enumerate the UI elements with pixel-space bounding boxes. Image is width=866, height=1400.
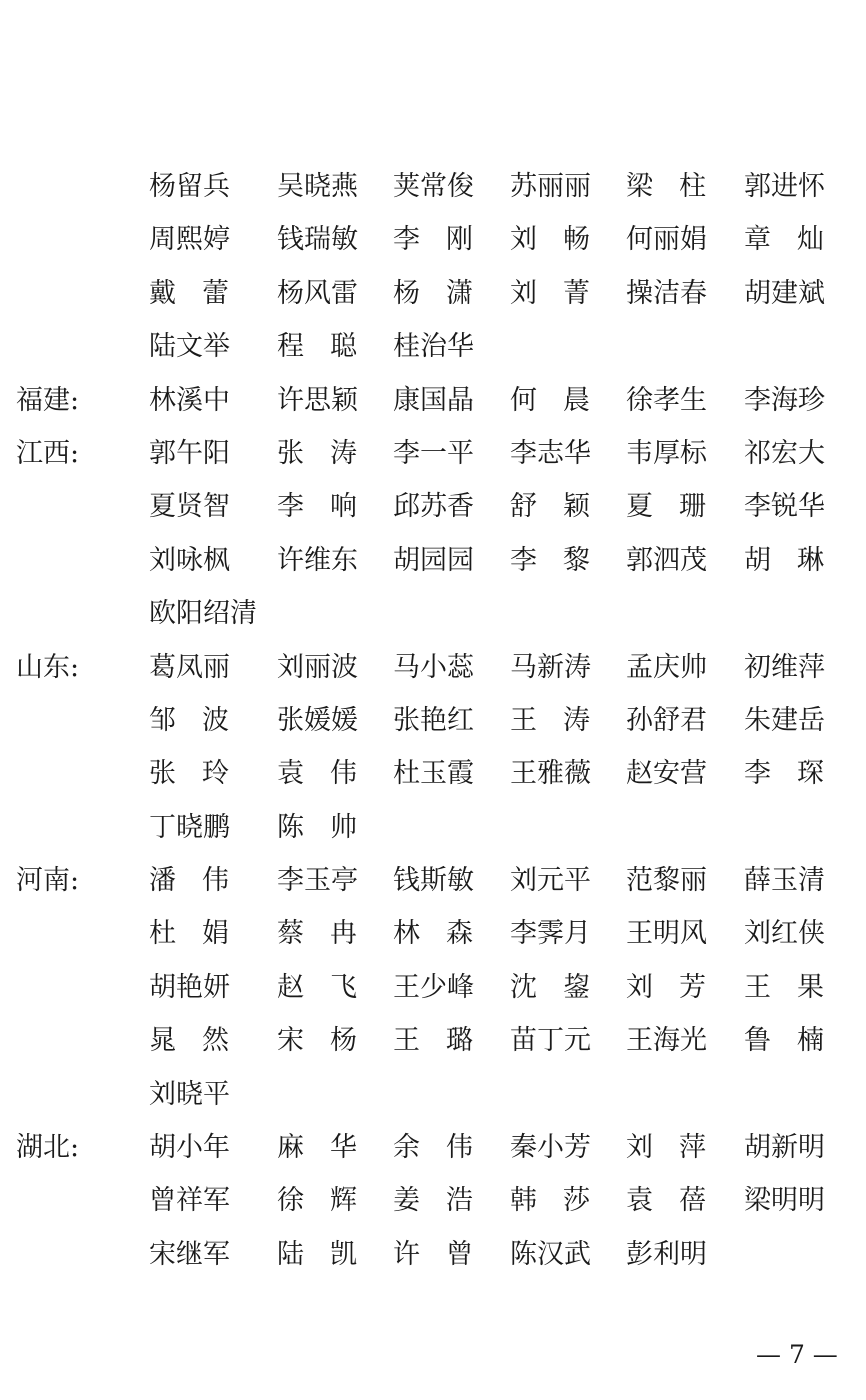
person-name: 徐 辉: [277, 1185, 357, 1217]
name-row: [0, 534, 866, 587]
person-name: 夏 珊: [626, 491, 706, 523]
person-name: 欧阳绍清: [149, 598, 257, 630]
person-name: 周熙婷: [149, 224, 230, 256]
person-name: 刘 萍: [626, 1132, 706, 1164]
name-row: [0, 480, 866, 533]
person-name: 杨留兵: [149, 171, 230, 202]
person-name: 刘 菁: [510, 277, 590, 309]
person-name: 程 聪: [277, 331, 357, 363]
person-name: 丁晓鹏: [149, 811, 230, 843]
person-name: 孙舒君: [626, 704, 707, 736]
person-name: 李 响: [277, 491, 357, 523]
name-row: [0, 801, 866, 854]
name-row: [0, 854, 866, 907]
person-name: 钱斯敏: [393, 865, 474, 897]
province-label: 江西:: [16, 437, 80, 469]
person-name: 荚常俊: [393, 171, 474, 202]
person-name: 晁 然: [149, 1025, 229, 1057]
person-name: 刘元平: [510, 865, 591, 897]
person-name: 王 璐: [393, 1025, 473, 1057]
province-label: 山东:: [16, 651, 80, 683]
person-name: 马新涛: [510, 651, 591, 683]
name-row: [0, 1014, 866, 1067]
person-name: 梁 柱: [626, 171, 706, 202]
name-row: [0, 374, 866, 427]
person-name: 薛玉清: [744, 865, 825, 897]
province-label: 河南:: [16, 865, 80, 897]
person-name: 彭利明: [626, 1238, 707, 1270]
name-row: [0, 160, 866, 213]
person-name: 张 涛: [277, 437, 357, 469]
name-row: [0, 641, 866, 694]
person-name: 郭泗茂: [626, 544, 707, 576]
person-name: 苏丽丽: [510, 171, 591, 202]
person-name: 沈 鋆: [510, 971, 590, 1003]
person-name: 陆文举: [149, 331, 230, 363]
person-name: 李志华: [510, 437, 591, 469]
person-name: 桂治华: [393, 331, 474, 363]
name-row: [0, 1121, 866, 1174]
person-name: 朱建岳: [744, 704, 825, 736]
person-name: 宋 杨: [277, 1025, 357, 1057]
person-name: 姜 浩: [393, 1185, 473, 1217]
person-name: 秦小芳: [510, 1132, 591, 1164]
name-row: [0, 320, 866, 373]
person-name: 马小蕊: [393, 651, 474, 683]
person-name: 邱苏香: [393, 491, 474, 523]
person-name: 李海珍: [744, 384, 825, 416]
name-row: [0, 427, 866, 480]
person-name: 李 刚: [393, 224, 473, 256]
person-name: 吴晓燕: [277, 171, 358, 202]
person-name: 韦厚标: [626, 437, 707, 469]
name-row: [0, 961, 866, 1014]
person-name: 操洁春: [626, 277, 707, 309]
person-name: 刘红侠: [744, 918, 825, 950]
person-name: 李锐华: [744, 491, 825, 523]
person-name: 赵安营: [626, 758, 707, 790]
person-name: 胡建斌: [744, 277, 825, 309]
person-name: 蔡 冉: [277, 918, 357, 950]
person-name: 杜玉霞: [393, 758, 474, 790]
person-name: 苗丁元: [510, 1025, 591, 1057]
person-name: 李一平: [393, 437, 474, 469]
person-name: 刘 畅: [510, 224, 590, 256]
name-row: [0, 587, 866, 640]
person-name: 郭午阳: [149, 437, 230, 469]
person-name: 王明风: [626, 918, 707, 950]
person-name: 夏贤智: [149, 491, 230, 523]
person-name: 胡新明: [744, 1132, 825, 1164]
person-name: 胡园园: [393, 544, 474, 576]
person-name: 初维萍: [744, 651, 825, 683]
person-name: 孟庆帅: [626, 651, 707, 683]
person-name: 袁 蓓: [626, 1185, 706, 1217]
person-name: 鲁 楠: [744, 1025, 824, 1057]
person-name: 潘 伟: [149, 865, 229, 897]
person-name: 赵 飞: [277, 971, 357, 1003]
person-name: 胡艳妍: [149, 971, 230, 1003]
person-name: 李 黎: [510, 544, 590, 576]
person-name: 邹 波: [149, 704, 229, 736]
person-name: 王海光: [626, 1025, 707, 1057]
person-name: 刘 芳: [626, 971, 706, 1003]
person-name: 余 伟: [393, 1132, 473, 1164]
person-name: 王雅薇: [510, 758, 591, 790]
person-name: 许 曾: [393, 1238, 473, 1270]
person-name: 刘咏枫: [149, 544, 230, 576]
person-name: 李玉亭: [277, 865, 358, 897]
person-name: 杨 潇: [393, 277, 473, 309]
name-row: [0, 747, 866, 800]
person-name: 杨风雷: [277, 277, 358, 309]
name-row: [0, 1174, 866, 1227]
person-name: 张 玲: [149, 758, 229, 790]
person-name: 胡 琳: [744, 544, 824, 576]
person-name: 钱瑞敏: [277, 224, 358, 256]
person-name: 舒 颖: [510, 491, 590, 523]
person-name: 宋继军: [149, 1238, 230, 1270]
person-name: 王 果: [744, 971, 824, 1003]
person-name: 戴 蕾: [149, 277, 229, 309]
person-name: 李霁月: [510, 918, 591, 950]
person-name: 刘丽波: [277, 651, 358, 683]
person-name: 林 森: [393, 918, 473, 950]
name-row: [0, 1228, 866, 1281]
person-name: 张艳红: [393, 704, 474, 736]
person-name: 麻 华: [277, 1132, 357, 1164]
person-name: 康国晶: [393, 384, 474, 416]
person-name: 徐孝生: [626, 384, 707, 416]
person-name: 刘晓平: [149, 1078, 230, 1110]
person-name: 郭进怀: [744, 171, 825, 202]
person-name: 胡小年: [149, 1132, 230, 1164]
person-name: 梁明明: [744, 1185, 825, 1217]
person-name: 袁 伟: [277, 758, 357, 790]
province-label: 湖北:: [16, 1132, 80, 1164]
person-name: 杜 娟: [149, 918, 229, 950]
name-list: [0, 160, 866, 1281]
person-name: 何 晨: [510, 384, 590, 416]
person-name: 陆 凯: [277, 1238, 357, 1270]
province-label: 福建:: [16, 384, 80, 416]
person-name: 葛凤丽: [149, 651, 230, 683]
person-name: 王 涛: [510, 704, 590, 736]
person-name: 王少峰: [393, 971, 474, 1003]
name-row: [0, 1068, 866, 1121]
person-name: 祁宏大: [744, 437, 825, 469]
person-name: 曾祥军: [149, 1185, 230, 1217]
person-name: 林溪中: [149, 384, 230, 416]
name-row: [0, 694, 866, 747]
person-name: 韩 莎: [510, 1185, 590, 1217]
person-name: 许维东: [277, 544, 358, 576]
person-name: 陈 帅: [277, 811, 357, 843]
person-name: 张媛媛: [277, 704, 358, 736]
person-name: 陈汉武: [510, 1238, 591, 1270]
name-row: [0, 267, 866, 320]
person-name: 何丽娟: [626, 224, 707, 256]
person-name: 许思颖: [277, 384, 358, 416]
person-name: 章 灿: [744, 224, 824, 256]
page-number: — 7 —: [756, 1340, 838, 1369]
person-name: 李 琛: [744, 758, 824, 790]
name-row: [0, 213, 866, 266]
name-row: [0, 907, 866, 960]
person-name: 范黎丽: [626, 865, 707, 897]
